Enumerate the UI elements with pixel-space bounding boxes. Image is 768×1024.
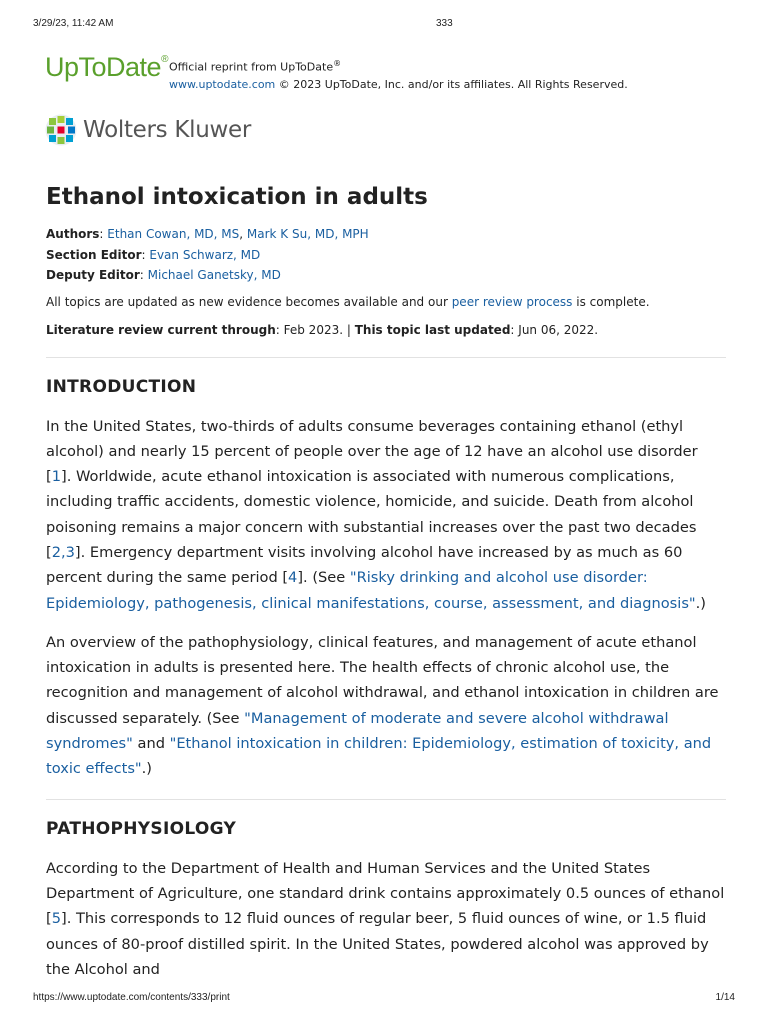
print-footer — [33, 992, 735, 1006]
section-heading-pathophysiology: PATHOPHYSIOLOGY — [46, 818, 237, 839]
print-header — [33, 18, 735, 32]
body-text: ]. This corresponds to 12 fluid ounces of regular beer, 5 fluid ounces of wine, or 1.5 fluid ounces of 80-proof distilled spirit. In the United States, powdered alcohol was approved by the Alcohol and — [46, 910, 709, 978]
article — [46, 180, 726, 982]
review-dates — [46, 320, 726, 340]
intro-paragraph-2 — [46, 630, 726, 782]
lit-review-label: Literature review current through — [46, 322, 276, 337]
author-link[interactable]: Ethan Cowan, MD, MS — [107, 227, 240, 241]
body-text: and — [132, 735, 170, 753]
intro-paragraph-1 — [46, 414, 726, 616]
section-heading-introduction: INTRODUCTION — [46, 376, 197, 397]
topic-link[interactable]: "Ethanol intoxication in children: Epidemiology, estimation of toxicity, and toxic effects" — [46, 735, 712, 778]
reference-link[interactable]: 1 — [51, 468, 61, 486]
article-title: Ethanol intoxication in adults — [46, 184, 428, 210]
body-text: According to the Department of Health and Human Services and the United States Department of Agriculture, one standard drink contains approximately 0.5 ounces of ethanol [ — [46, 859, 725, 928]
section-editor-label: Section Editor — [46, 247, 142, 262]
body-text: .) — [141, 760, 152, 778]
authors-label: Authors — [46, 227, 100, 241]
body-text: .) — [695, 594, 706, 612]
last-updated-value: : Jun 06, 2022. — [510, 322, 599, 337]
author-link[interactable]: Mark K Su, MD, MPH — [246, 227, 369, 241]
topic-link[interactable]: "Management of moderate and severe alcohol withdrawal syndromes" — [46, 709, 669, 753]
peer-review-link[interactable]: peer review process — [451, 294, 573, 309]
body-text: ]. Worldwide, acute ethanol intoxication is associated with numerous complications, including traffic accidents, domestic violence, homicide, and suicide. Death from alcohol poisoning remains a major concern with substantial increases over the past two decades [ — [46, 468, 697, 561]
page-counter: 1/14 — [715, 992, 735, 1003]
update-note-text-end: is complete. — [572, 294, 650, 309]
section-editor-row: Section Editor: Evan Schwarz, MD — [46, 247, 261, 262]
section-divider — [46, 357, 726, 358]
pathophysiology-paragraph-1 — [46, 856, 726, 982]
reference-link[interactable]: 5 — [51, 910, 61, 928]
uptodate-logo[interactable] — [45, 52, 168, 83]
reference-link[interactable]: 4 — [288, 569, 298, 587]
reprint-line: Official reprint from UpToDate — [169, 60, 334, 74]
print-url: https://www.uptodate.com/contents/333/print — [33, 992, 230, 1003]
uptodate-registered-mark: ® — [161, 54, 168, 65]
wolters-kluwer-mark-icon — [45, 114, 77, 146]
topic-number: 333 — [436, 18, 453, 29]
section-editor-link[interactable]: Evan Schwarz, MD — [149, 247, 261, 262]
reprint-registered-mark: ® — [333, 59, 342, 68]
last-updated-label: This topic last updated — [354, 322, 511, 337]
lit-review-value: : Feb 2023. | — [275, 322, 355, 337]
update-policy-note — [46, 292, 726, 312]
body-text: ]. Emergency department visits involving alcohol have increased by as much as 60 percent during the same period [ — [46, 543, 683, 587]
topic-link[interactable]: "Risky drinking and alcohol use disorder: Epidemiology, pathogenesis, clinical manifestations, course, assessment, and diagnosis" — [46, 569, 696, 612]
print-timestamp: 3/29/23, 11:42 AM — [33, 18, 114, 29]
body-text: ]. (See — [297, 569, 350, 587]
uptodate-logo-text: UpToDate — [45, 52, 162, 82]
deputy-editor-label: Deputy Editor — [46, 268, 140, 282]
reference-link[interactable]: 2,3 — [51, 543, 75, 561]
deputy-editor-row: Deputy Editor: Michael Ganetsky, MD — [46, 268, 281, 282]
deputy-editor-link[interactable]: Michael Ganetsky, MD — [147, 268, 281, 282]
wolters-kluwer-wordmark: Wolters Kluwer — [83, 117, 252, 143]
update-note-text: All topics are updated as new evidence becomes available and our — [46, 294, 452, 309]
wolters-kluwer-logo[interactable] — [45, 113, 251, 147]
body-text: In the United States, two-thirds of adults consume beverages containing ethanol (ethyl alcohol) and nearly 15 percent of people over the age of 12 have an alcohol use disorder [ — [46, 417, 698, 486]
uptodate-site-link[interactable]: www.uptodate.com — [169, 77, 276, 91]
section-divider — [46, 799, 726, 800]
reprint-notice — [169, 55, 628, 93]
copyright-text: © 2023 UpToDate, Inc. and/or its affiliates. All Rights Reserved. — [275, 77, 628, 91]
body-text: An overview of the pathophysiology, clinical features, and management of acute ethanol intoxication in adults is presented here. The health effects of chronic alcohol use, the recognition and management of alcohol withdrawal, and ethanol intoxication in children are discussed separately. (See — [46, 633, 719, 727]
article-credits — [46, 224, 726, 286]
authors-row: Authors: Ethan Cowan, MD, MS, Mark K Su, MD, MPH — [46, 227, 369, 241]
